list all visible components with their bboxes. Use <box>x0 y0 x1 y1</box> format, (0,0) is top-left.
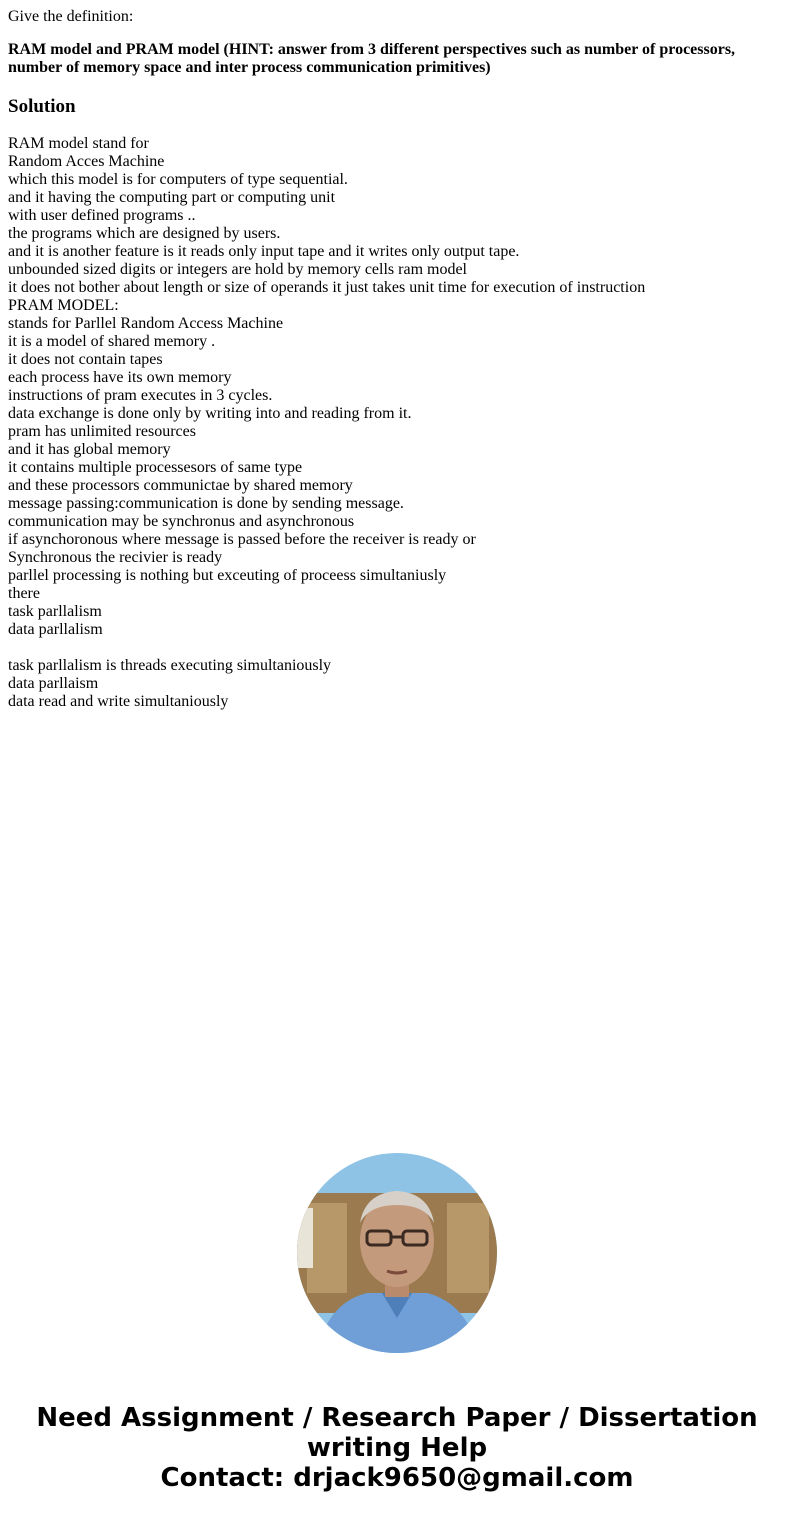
answer-line: and these processors communictae by shared memory <box>8 477 353 494</box>
answer-line: with user defined programs .. <box>8 207 196 224</box>
answer-line: Synchronous the recivier is ready <box>8 549 223 566</box>
answer-line: RAM model stand for <box>8 135 149 152</box>
answer-line: instructions of pram executes in 3 cycles. <box>8 387 273 404</box>
answer-line: data exchange is done only by writing into and reading from it. <box>8 405 412 422</box>
author-avatar <box>297 1153 497 1353</box>
answer-line: if asynchoronous where message is passed before the receiver is ready or <box>8 531 476 548</box>
answer-line: and it has global memory <box>8 441 171 458</box>
answer-line: it does not contain tapes <box>8 351 163 368</box>
answer-line: and it is another feature is it reads only input tape and it writes only output tape. <box>8 243 520 260</box>
solution-text <box>8 135 778 711</box>
answer-line: data read and write simultaniously <box>8 693 229 710</box>
answer-line: parllel processing is nothing but exceuting of proceess simultaniusly <box>8 567 447 584</box>
answer-line: each process have its own memory <box>8 369 232 386</box>
question-prompt: RAM model and PRAM model (HINT: answer from 3 different perspectives such as number of processors, number of memory space and inter process communication primitives) <box>8 41 736 76</box>
solution-heading: Solution <box>8 96 76 117</box>
answer-line: communication may be synchronus and asynchronous <box>8 513 355 530</box>
answer-line: message passing:communication is done by sending message. <box>8 495 404 512</box>
answer-line <box>8 639 778 657</box>
answer-line: pram has unlimited resources <box>8 423 196 440</box>
answer-line: unbounded sized digits or integers are hold by memory cells ram model <box>8 261 467 278</box>
answer-line: it contains multiple processesors of same type <box>8 459 303 476</box>
answer-line: and it having the computing part or computing unit <box>8 189 336 206</box>
question-intro: Give the definition: <box>8 8 134 25</box>
author-portrait-image <box>297 1153 497 1353</box>
promo-contact: Contact: drjack9650@gmail.com <box>160 1463 634 1493</box>
promo-banner <box>0 1403 794 1493</box>
document-body <box>8 8 778 711</box>
answer-line: Random Acces Machine <box>8 153 165 170</box>
promo-line: writing Help <box>306 1433 488 1463</box>
answer-line: stands for Parllel Random Access Machine <box>8 315 284 332</box>
answer-line: data parllalism <box>8 621 103 638</box>
answer-line: the programs which are designed by users. <box>8 225 281 242</box>
answer-line: which this model is for computers of type sequential. <box>8 171 348 188</box>
answer-line: there <box>8 585 40 602</box>
answer-line: it does not bother about length or size of operands it just takes unit time for execution of instruction <box>8 279 646 296</box>
answer-line: task parllalism <box>8 603 102 620</box>
answer-line: data parllaism <box>8 675 99 692</box>
answer-line: it is a model of shared memory . <box>8 333 216 350</box>
answer-line: task parllalism is threads executing simultaniously <box>8 657 332 674</box>
answer-line: PRAM MODEL: <box>8 297 119 314</box>
promo-line: Need Assignment / Research Paper / Dissertation <box>36 1403 758 1433</box>
